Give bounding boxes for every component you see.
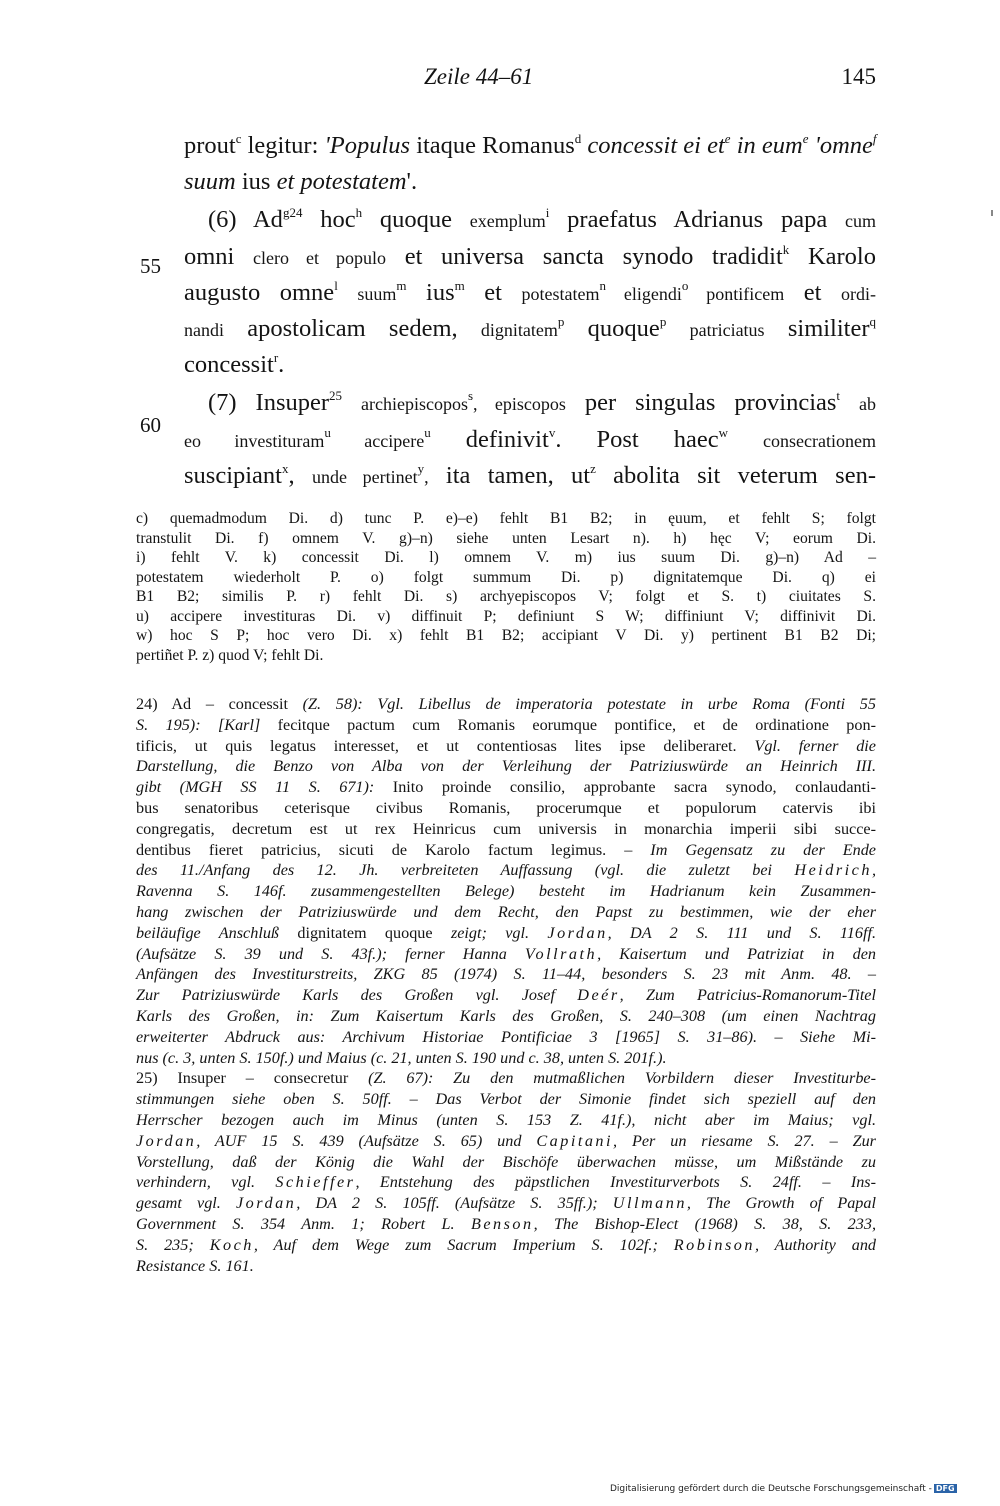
note-line: gesamt vgl. Jordan, DA 2 S. 105ff. (Aufsätze S. 35ff.); Ullmann, The Growth of Papal <box>136 1194 876 1213</box>
line-number-60: 60 <box>140 413 161 437</box>
critical-apparatus <box>136 509 876 665</box>
note-line: Anfängen des Investiturstreits, ZKG 85 (1974) S. 11–44, besonders S. 23 mit Anm. 48. – <box>136 965 876 984</box>
note-line: S. 235; Koch, Auf dem Wege zum Sacrum Imperium S. 102f.; Robinson, Authority and <box>136 1235 877 1254</box>
text-line: suscipiant$^x$, unde pertinet$^y$, ita tamen, $ut^z$ abolita sit veterum sen- <box>184 460 876 489</box>
text-line: (6) $Ad^{g24}$ hoc$^h$ quoque exemplum$^i$ praefatus Adrianus papa cum <box>208 205 876 234</box>
line-number-55: 55 <box>140 254 161 278</box>
note-line: nus (c. 3, unten S. 150f.) und Maius (c. 21, unten S. 190 und c. 38, unten S. 201f.). <box>136 1048 667 1067</box>
note-line: des 11./Anfang des 12. Jh. verbreiteten Auffassung (vgl. die zuletzt bei Heidrich, <box>136 861 876 880</box>
digitization-footer <box>610 1484 957 1494</box>
note-line: 24) Ad – concessit (Z. 58): Vgl. Libellus de imperatoria potestate in urbe Roma (Fonti 55 <box>136 695 876 713</box>
apparatus-line: w) hoc S P; hoc vero Di. x) fehlt B1 B2; accipiant V Di. y) pertinent B1 B2 Di; <box>136 627 876 644</box>
note-line: Herrscher bezogen auch im Minus (unten S. 153 Z. 41f.), nicht aber im Maius; vgl. <box>136 1110 876 1129</box>
note-line: (Aufsätze S. 39 und S. 43f.); ferner Hanna Vollrath, Kaisertum und Patriziat in den <box>136 944 876 963</box>
note-line: tificis, ut quis legatus interesset, et ut contentiosas lites ipse deliberaret. Vgl. ferner die <box>136 736 876 755</box>
note-line: hang zwischen der Patriziuswürde und dem Recht, den Papst zu bestimmen, wie der eher <box>136 902 876 921</box>
note-line: Ravenna S. 146f. zusammengestellten Belege) besteht im Hadrianum kein Zusammen- <box>136 882 876 901</box>
note-line: Darstellung, die Benzo von Alba von der Verleihung der Patriziuswürde an Heinrich III. <box>136 757 876 776</box>
apparatus-line: transtulit Di. f) omnem V. g)–n) siehe unten Lesart n). h) hęc V; eorum Di. <box>136 529 876 547</box>
note-line: Karls des Großen, in: Zum Kaisertum Karls des Großen, S. 240–308 (um einen Nachtrag <box>136 1006 876 1025</box>
note-line: Zur Patriziuswürde Karls des Großen vgl. Josef Deér, Zum Patricius-Romanorum-Titel <box>136 986 876 1005</box>
text-line: (7) Insuper$^{25}$ archiepiscopos$^s$, episcopos per singulas provincias$^t$ ab <box>208 388 876 417</box>
running-title: Zeile 44–61 <box>424 64 534 89</box>
note-line: congregatis, decretum est ut rex Heinricus cum universis in monarchia imperii sibi succe- <box>136 819 876 838</box>
apparatus-line: potestatem wiederholt P. o) folgt summum Di. p) dignitatemque Di. q) ei <box>136 568 876 586</box>
note-line: Resistance S. 161. <box>136 1256 254 1275</box>
text-line: concessit$^r$. <box>184 350 285 379</box>
note-line: Government S. 354 Anm. 1; Robert L. Benson, The Bishop-Elect (1968) S. 38, S. 233, <box>136 1214 877 1233</box>
main-text <box>184 128 876 494</box>
apparatus-line: u) accipere investituras Di. v) diffinuit P; definiunt S W; diffiniunt V; diffinivit Di. <box>136 607 876 625</box>
text-line: augusto omne$^l$ suum$^m$ ius$^m$ et potestatem$^n$ eligendi$^o$ pontificem et ordi- <box>184 277 876 306</box>
commentary-notes <box>136 694 876 1276</box>
page-number: 145 <box>841 64 876 89</box>
note-line: dentibus fieret patricius, sicuti de Karolo factum legimus. – Im Gegensatz zu der Ende <box>136 840 876 859</box>
apparatus-line: c) quemadmodum Di. d) tunc P. e)–e) fehlt B1 B2; in ęuum, et fehlt S; folgt <box>136 510 876 527</box>
text-line: eo investituram$^u$ accipere$^u$ definivit$^v$. Post haec$^w$ consecrationem <box>184 424 876 453</box>
note-line: Vorstellung, daß der König die Wahl der Bischöfe überwachen müsse, um Mißstände zu <box>136 1152 876 1171</box>
apparatus-line: B1 B2; similis P. r) fehlt Di. s) archyepiscopos V; folgt et S. t) ciuitates S. <box>136 588 876 605</box>
note-line: verhindern, vgl. Schieffer, Entstehung des päpstlichen Investiturverbots S. 24ff. – Ins- <box>136 1173 876 1192</box>
note-line: stimmungen siehe oben S. 50ff. – Das Verbot der Simonie findet sich speziell auf den <box>136 1090 876 1109</box>
text-line: prout$^c$ legitur: 'Populus itaque Romanus$^d$ concessit ei $et^e$ in eum$^e$ 'omne$^f$ <box>184 131 877 159</box>
note-line: beiläufige Anschluß dignitatem quoque zeigt; vgl. Jordan, DA 2 S. 111 und S. 116ff. <box>136 923 877 942</box>
dfg-logo-icon: DFG <box>935 1484 955 1493</box>
apparatus-line: i) fehlt V. k) concessit Di. l) omnem V. m) ius suum Di. g)–n) Ad – <box>136 549 876 566</box>
text-line: omni clero et populo et universa sancta synodo tradidit$^k$ Karolo <box>184 241 876 270</box>
text-line: nandi apostolicam sedem, dignitatem$^p$ quoque$^p$ patriciatus similiter$^q$ <box>184 313 877 342</box>
note-line: S. 195): [Karl] fecitque pactum cum Romanis eorumque pontifice, et de ordinatione pon- <box>136 715 876 734</box>
footer-text: Digitalisierung gefördert durch die Deutsche Forschungsgemeinschaft - <box>610 1484 932 1494</box>
note-line: erweiterter Abdruck aus: Archivum Historiae Pontificiae 3 [1965] S. 31–86). – Siehe Mi- <box>136 1027 876 1046</box>
text-line: suum ius et potestatem'. <box>184 168 418 196</box>
margin-mark <box>991 210 993 216</box>
note-line: gibt (MGH SS 11 S. 671): Inito proinde consilio, approbante sacra synodo, conlaudanti- <box>136 778 876 797</box>
note-line: 25) Insuper – consecretur (Z. 67): Zu den mutmaßlichen Vorbildern dieser Investiturbe- <box>136 1069 876 1088</box>
note-line: bus senatoribus ceterisque civibus Romanis, procerumque et populorum catervis ibi <box>136 798 876 817</box>
page-header <box>184 64 876 104</box>
apparatus-line: pertiñet P. z) quod V; fehlt Di. <box>136 646 324 664</box>
note-line: Jordan, AUF 15 S. 439 (Aufsätze S. 65) und Capitani, Per un riesame S. 27. – Zur <box>136 1131 876 1150</box>
